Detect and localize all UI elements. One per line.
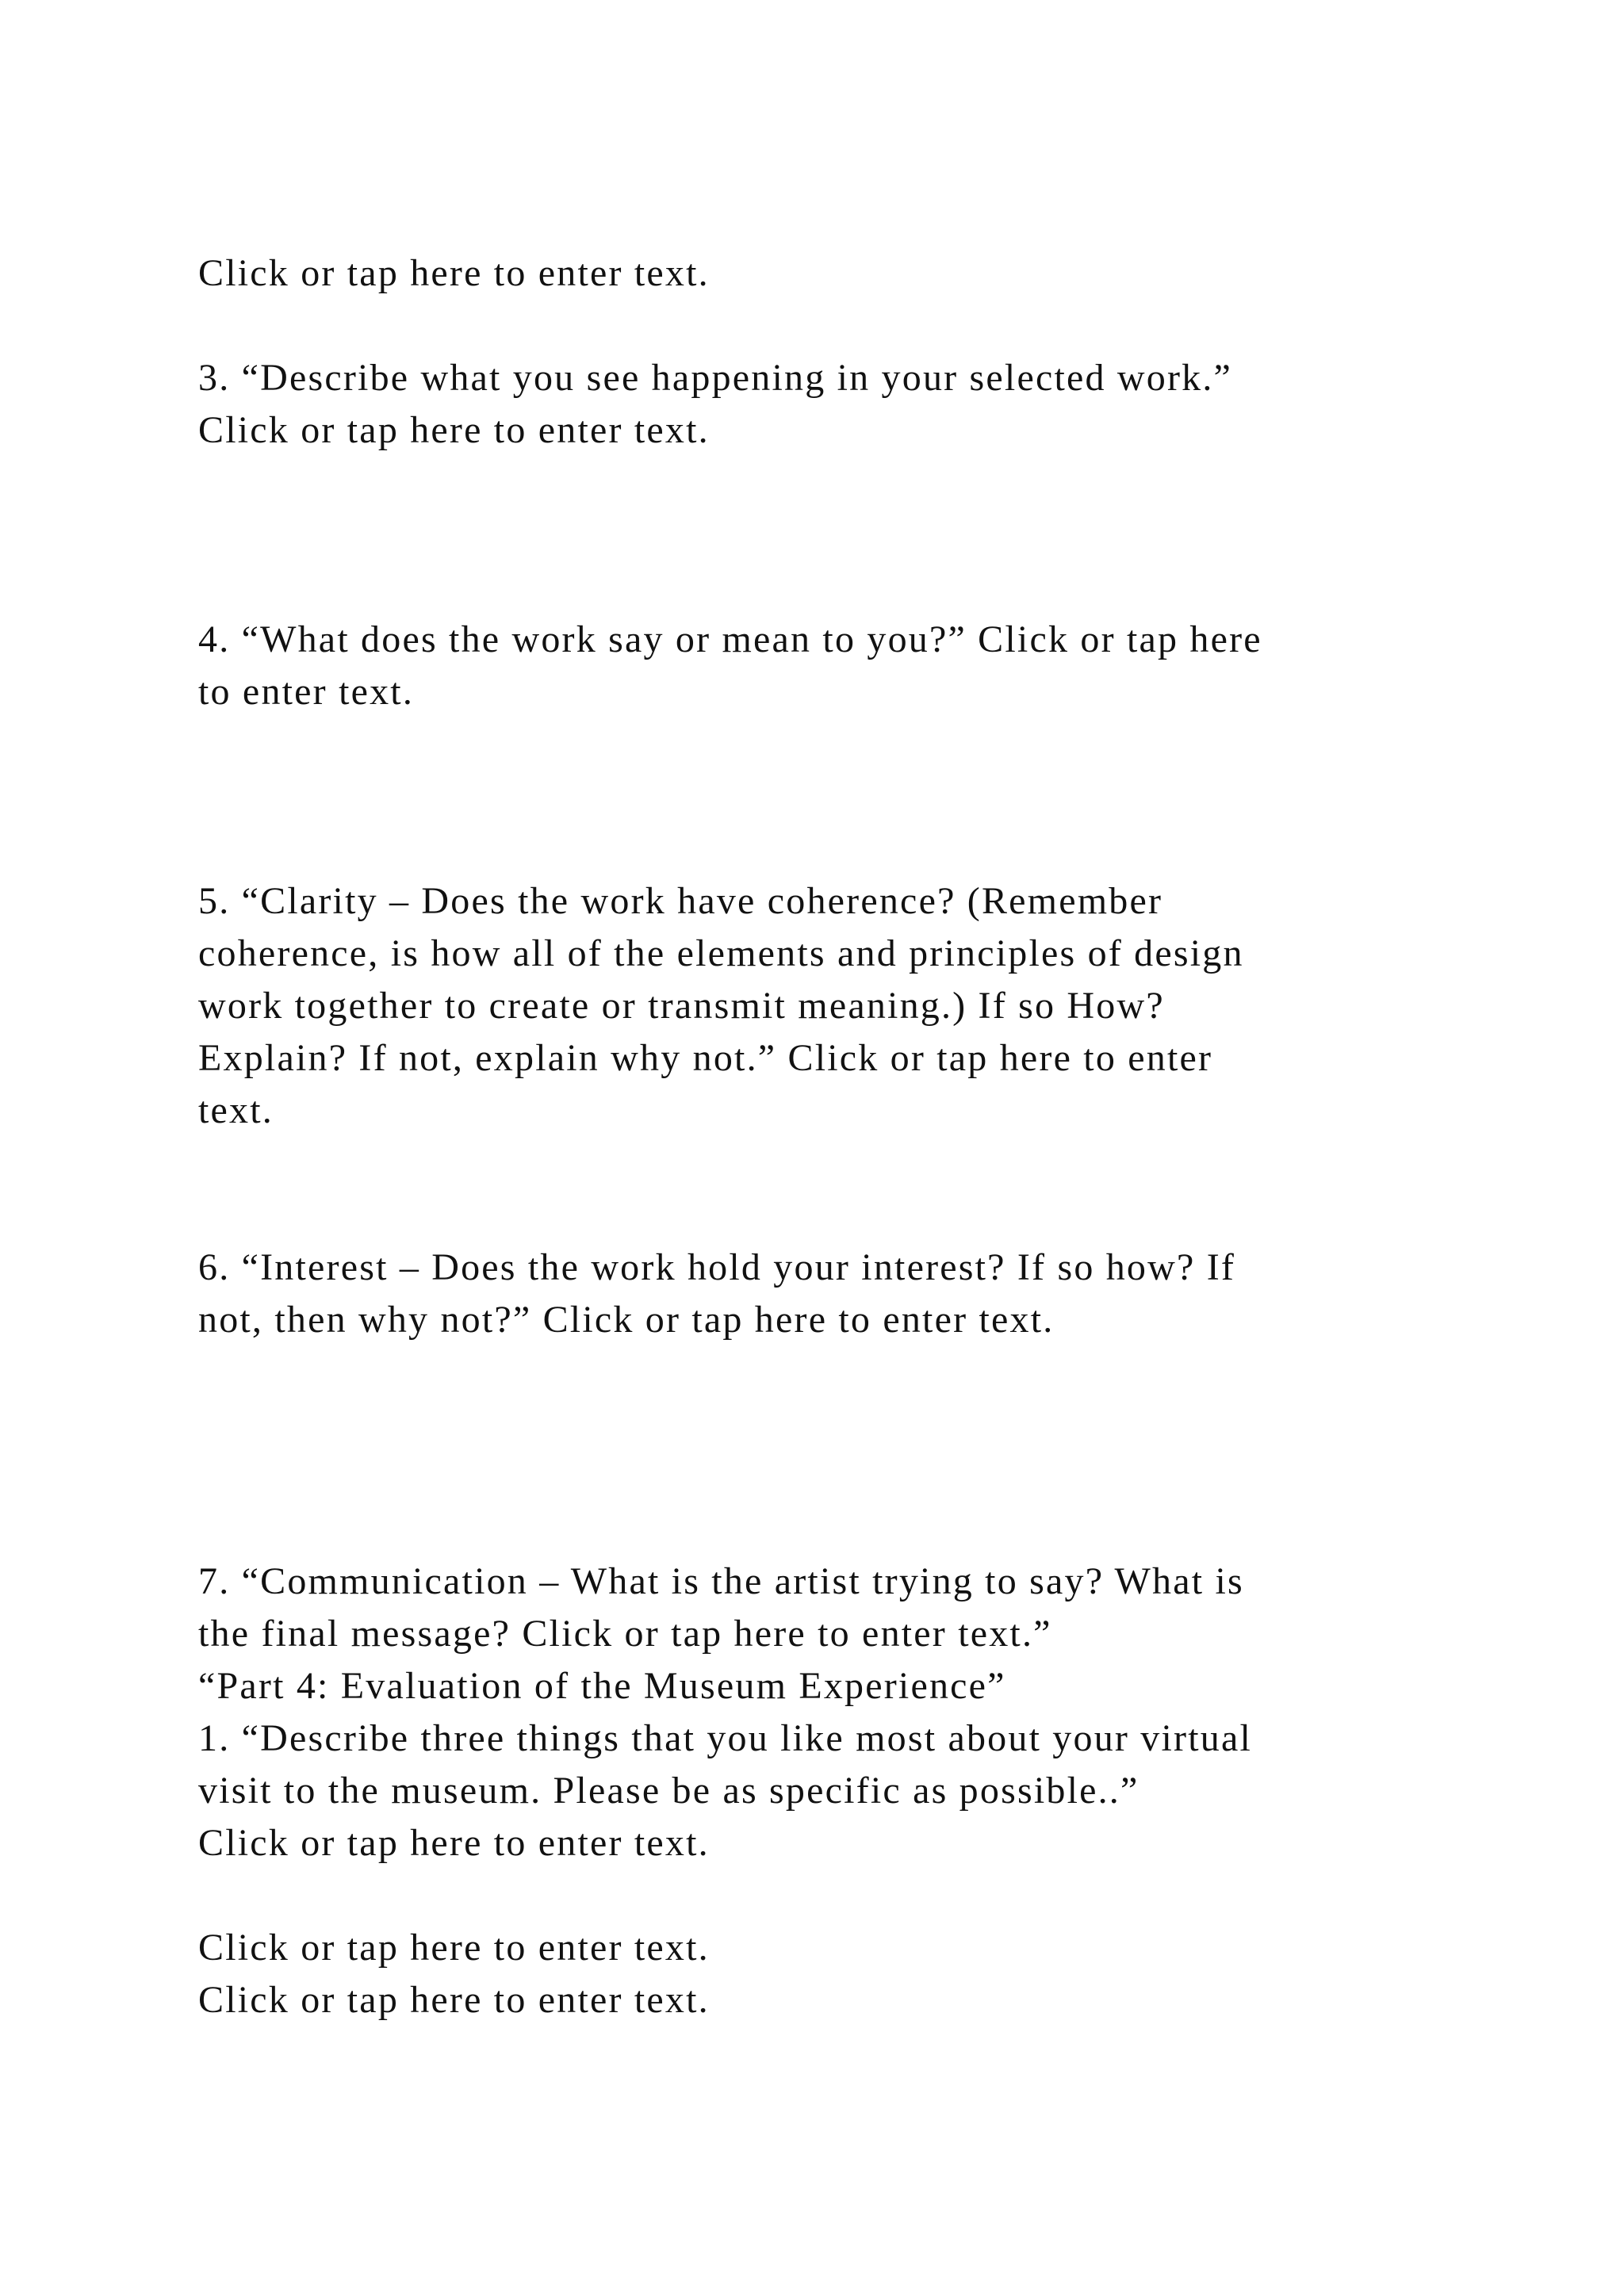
question-5-continued: Explain? If not, explain why not.” Click or tap here to enter [198, 1037, 1213, 1079]
question-7: 7. “Communication – What is the artist trying to say? What is [198, 1560, 1244, 1602]
part-4-question-1: 1. “Describe three things that you like most about your virtual [198, 1717, 1252, 1759]
text-placeholder[interactable]: Click or tap here to enter text. [198, 252, 710, 294]
question-6: 6. “Interest – Does the work hold your interest? If so how? If [198, 1246, 1236, 1288]
question-6-continued: not, then why not?” Click or tap here to enter text. [198, 1299, 1055, 1341]
question-4-continued: to enter text. [198, 671, 415, 713]
question-7-continued: the final message? Click or tap here to enter text.” [198, 1613, 1052, 1655]
text-placeholder[interactable]: Click or tap here to enter text. [198, 1822, 710, 1864]
question-5-continued: coherence, is how all of the elements and principles of design [198, 932, 1244, 974]
question-3: 3. “Describe what you see happening in your selected work.” [198, 357, 1233, 399]
question-5-continued: work together to create or transmit meaning.) If so How? [198, 985, 1165, 1027]
text-placeholder[interactable]: Click or tap here to enter text. [198, 409, 710, 451]
question-4: 4. “What does the work say or mean to you?” Click or tap here [198, 618, 1262, 660]
text-placeholder[interactable]: Click or tap here to enter text. [198, 1927, 710, 1969]
text-placeholder[interactable]: Click or tap here to enter text. [198, 1979, 710, 2021]
section-heading-part-4: “Part 4: Evaluation of the Museum Experience” [198, 1665, 1006, 1707]
question-5-continued: text. [198, 1089, 274, 1131]
part-4-question-1-continued: visit to the museum. Please be as specific as possible..” [198, 1770, 1139, 1812]
question-5: 5. “Clarity – Does the work have coherence? (Remember [198, 880, 1163, 922]
